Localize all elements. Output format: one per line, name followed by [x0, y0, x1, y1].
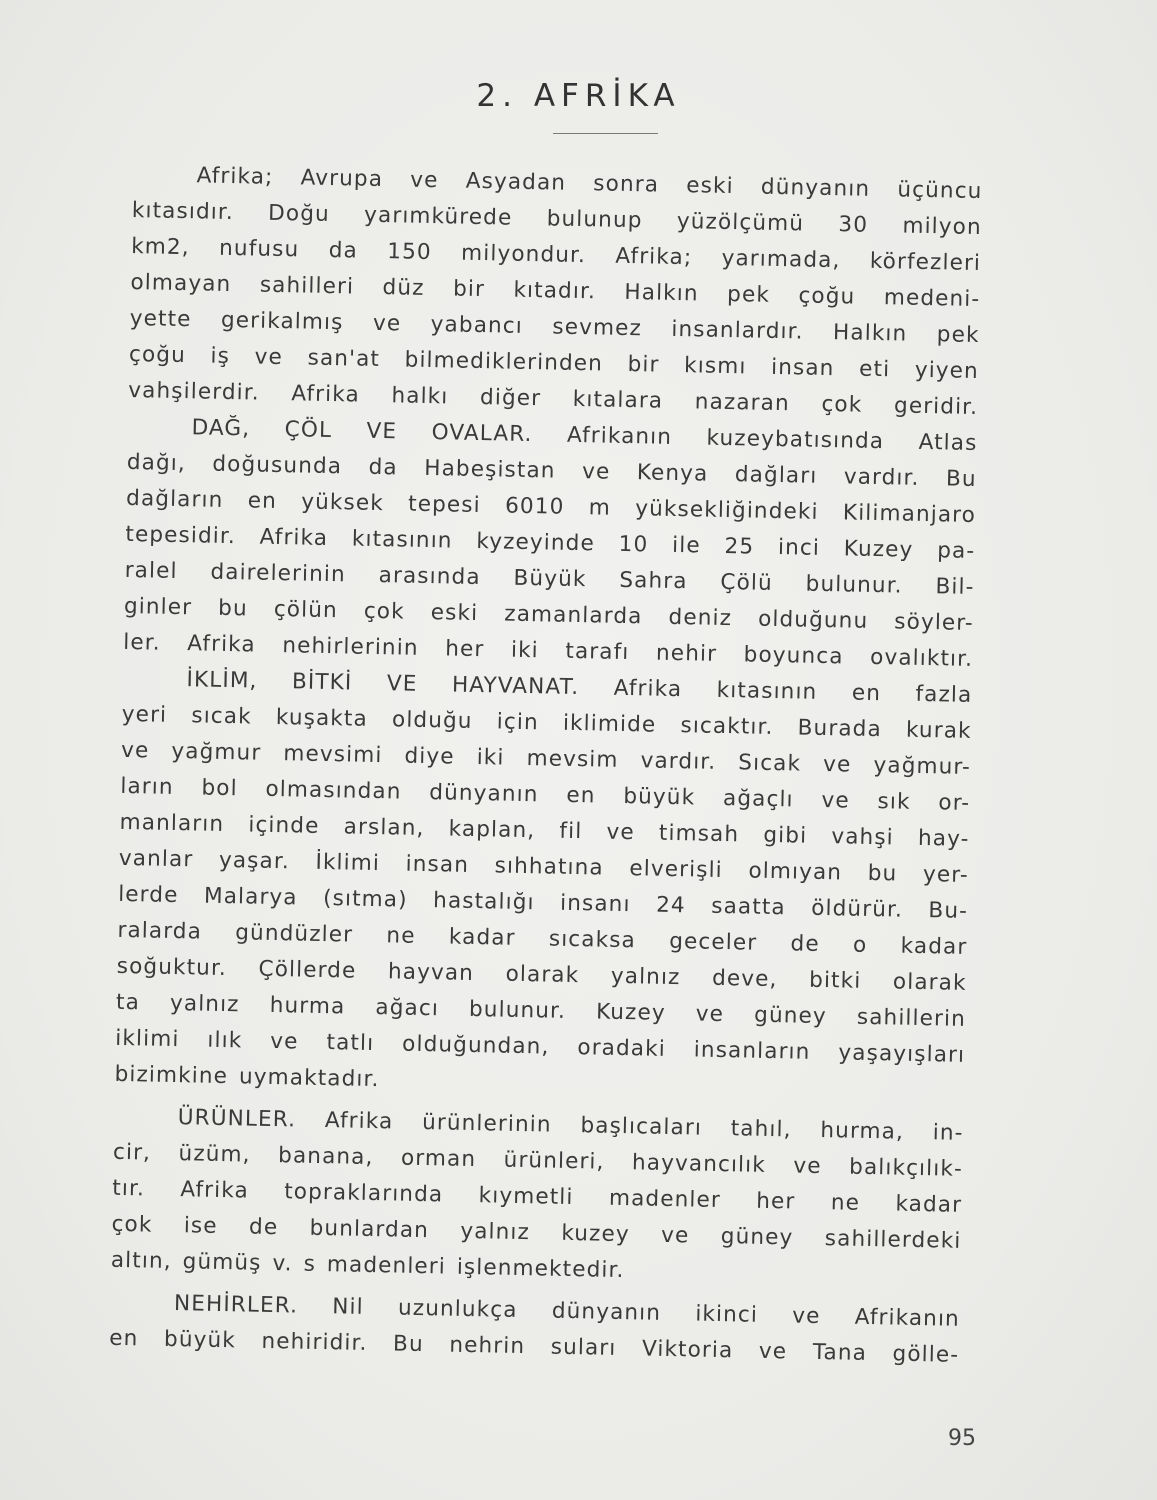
- text-line: ler. Afrika nehirlerinin her iki tarafı nehir boyunca ovalıktır.: [123, 629, 974, 672]
- text-line: ralarda gündüzler ne kadar sıcaksa geceler de o kadar: [117, 917, 968, 960]
- page-number: 95: [948, 1426, 976, 1451]
- title-divider: [553, 133, 658, 134]
- text-line: yette gerikalmış ve yabancı sevmez insanlardır. Halkın pek: [129, 305, 980, 349]
- text-line: ginler bu çölün çok eski zamanlarda deniz olduğunu söyler-: [123, 593, 975, 636]
- paragraph-climate: [114, 661, 972, 1110]
- text-line: Afrika; Avrupa ve Asyadan sonra eski dünyanın üçüncu: [196, 163, 983, 205]
- text-line: ve yağmur mevsimi diye iki mevsim vardır. Sıcak ve yağmur-: [120, 737, 972, 780]
- text-line: olmayan sahilleri düz bir kıtadır. Halkın pek çoğu medeni-: [130, 269, 981, 313]
- text-line: soğuktur. Çöllerde hayvan olarak yalnız deve, bitki olarak: [116, 953, 967, 996]
- text-line: çoğu iş ve san'at bilmediklerinden bir kısmı insan eti yiyen: [128, 341, 980, 385]
- text-line: çok ise de bunlardan yalnız kuzey ve güney sahillerdeki: [111, 1211, 962, 1254]
- text-line: manların içinde arslan, kaplan, fil ve timsah gibi vahşi hay-: [119, 809, 970, 852]
- paragraph-products: [110, 1099, 963, 1296]
- text-line: ralel dairelerinin arasında Büyük Sahra Çölü bulunur. Bil-: [124, 557, 975, 600]
- text-line: İKLİM, BİTKİ VE HAYVANAT. Afrika kıtasının en fazla: [186, 667, 973, 708]
- text-line: kıtasıdır. Doğu yarımkürede bulunup yüzölçümü 30 milyon: [131, 197, 983, 241]
- text-line: yeri sıcak kuşakta olduğu için iklimide sıcaktır. Burada kurak: [121, 701, 972, 744]
- text-line: bizimkine uymaktadır.: [114, 1061, 380, 1093]
- text-line: ÜRÜNLER. Afrika ürünlerinin başlıcaları tahıl, hurma, in-: [177, 1105, 964, 1146]
- text-line: iklimi ılık ve tatlı olduğundan, oradaki insanların yaşayışları: [115, 1025, 966, 1068]
- text-line: vanlar yaşar. İklimi insan sıhhatına elverişli olmıyan bu yer-: [118, 845, 970, 888]
- text-line: km2, nufusu da 150 milyondur. Afrika; yarımada, körfezleri: [130, 233, 982, 277]
- paragraph-intro: [128, 157, 983, 426]
- chapter-title: 2. AFRİKA: [476, 78, 681, 114]
- text-line: DAĞ, ÇÖL VE OVALAR. Afrikanın kuzeybatısında Atlas: [191, 415, 978, 457]
- text-line: tır. Afrika topraklarında kıymetli madenler her ne kadar: [112, 1175, 963, 1218]
- text-line: cir, üzüm, banana, orman ürünleri, hayvancılık ve balıkçılık-: [112, 1139, 964, 1182]
- text-line: ta yalnız hurma ağacı bulunur. Kuzey ve güney sahillerin: [115, 989, 967, 1032]
- chapter-body: [109, 157, 983, 1374]
- text-line: lerde Malarya (sıtma) hastalığı insanı 24 saatta öldürür. Bu-: [117, 881, 969, 924]
- paragraph-mountains-deserts: [123, 409, 978, 678]
- text-line: NEHİRLER. Nil uzunlukça dünyanın ikinci ve Afrikanın: [173, 1291, 961, 1332]
- text-line: vahşilerdir. Afrika halkı diğer kıtalara nazaran çok geridir.: [128, 377, 979, 421]
- text-line: dağı, doğusunda da Habeşistan ve Kenya dağları vardır. Bu: [126, 449, 977, 492]
- text-line: dağların en yüksek tepesi 6010 m yüksekliğindeki Kilimanjaro: [125, 485, 977, 528]
- text-line: altın, gümüş v. s madenleri işlenmektedir.: [110, 1247, 625, 1284]
- text-line: en büyük nehiridir. Bu nehrin suları Viktoria ve Tana gölle-: [109, 1325, 960, 1368]
- text-line: ların bol olmasından dünyanın en büyük ağaçlı ve sık or-: [120, 773, 971, 816]
- text-line: tepesidir. Afrika kıtasının kyzeyinde 10 ile 25 inci Kuzey pa-: [125, 521, 976, 564]
